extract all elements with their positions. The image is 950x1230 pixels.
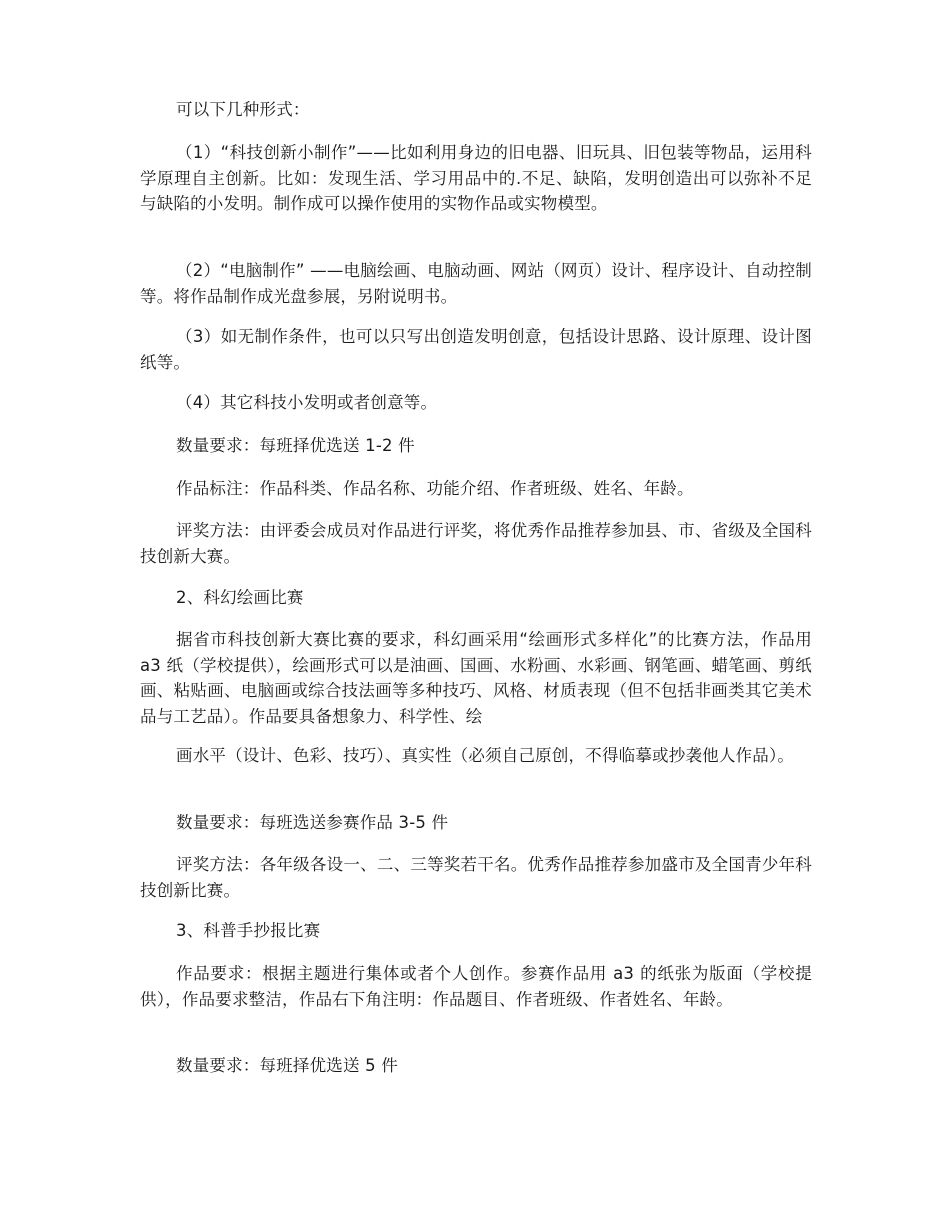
- paragraph-item-3: （3）如无制作条件，也可以只写出创造发明创意，包括设计思路、设计原理、设计图纸等。: [140, 327, 812, 372]
- paragraph-item-1: （1）“科技创新小制作”——比如利用身边的旧电器、旧玩具、旧包装等物品，运用科学原理自主创新。比如：发现生活、学习用品中的.不足、缺陷，发明创造出可以弥补不足与缺陷的小发明。制作成可以操作使用的实物作品或实物模型。: [140, 143, 812, 213]
- paragraph-painting-level: 画水平（设计、色彩、技巧）、真实性（必须自己原创，不得临摹或抄袭他人作品）。: [176, 746, 795, 765]
- paragraph-labeling: 作品标注：作品科类、作品名称、功能介绍、作者班级、姓名、年龄。: [176, 479, 694, 498]
- section-heading-3: 3、科普手抄报比赛: [176, 921, 321, 940]
- section-heading-2: 2、科幻绘画比赛: [176, 588, 304, 607]
- paragraph-intro: 可以下几种形式：: [176, 100, 310, 119]
- paragraph-scifi-painting: 据省市科技创新大赛比赛的要求，科幻画采用“绘画形式多样化”的比赛方法，作品用 a3 纸（学校提供），绘画形式可以是油画、国画、水粉画、水彩画、钢笔画、蜡笔画、剪纸画、粘贴画、电脑画或综合技法画等多种技巧、风格、材质表现（但不包括非画类其它美术品与工艺品）。作品要具备想象力、科学性、绘: [140, 630, 812, 726]
- paragraph-quantity-3: 数量要求：每班择优选送 5 件: [176, 1056, 398, 1075]
- paragraph-quantity-1: 数量要求：每班择优选送 1-2 件: [176, 436, 415, 455]
- paragraph-award-2: 评奖方法：各年级各设一、二、三等奖若干名。优秀作品推荐参加盛市及全国青少年科技创新比赛。: [140, 855, 812, 900]
- paragraph-item-2: （2）“电脑制作” ——电脑绘画、电脑动画、网站（网页）设计、程序设计、自动控制等。将作品制作成光盘参展，另附说明书。: [140, 261, 812, 306]
- paragraph-award-1: 评奖方法：由评委会成员对作品进行评奖，将优秀作品推荐参加县、市、省级及全国科技创新大赛。: [140, 521, 812, 566]
- paragraph-item-4: （4）其它科技小发明或者创意等。: [176, 393, 438, 412]
- paragraph-newspaper-req: 作品要求：根据主题进行集体或者个人创作。参赛作品用 a3 的纸张为版面（学校提供），作品要求整洁，作品右下角注明：作品题目、作者班级、作者姓名、年龄。: [140, 964, 812, 1009]
- paragraph-quantity-2: 数量要求：每班选送参赛作品 3-5 件: [176, 813, 449, 832]
